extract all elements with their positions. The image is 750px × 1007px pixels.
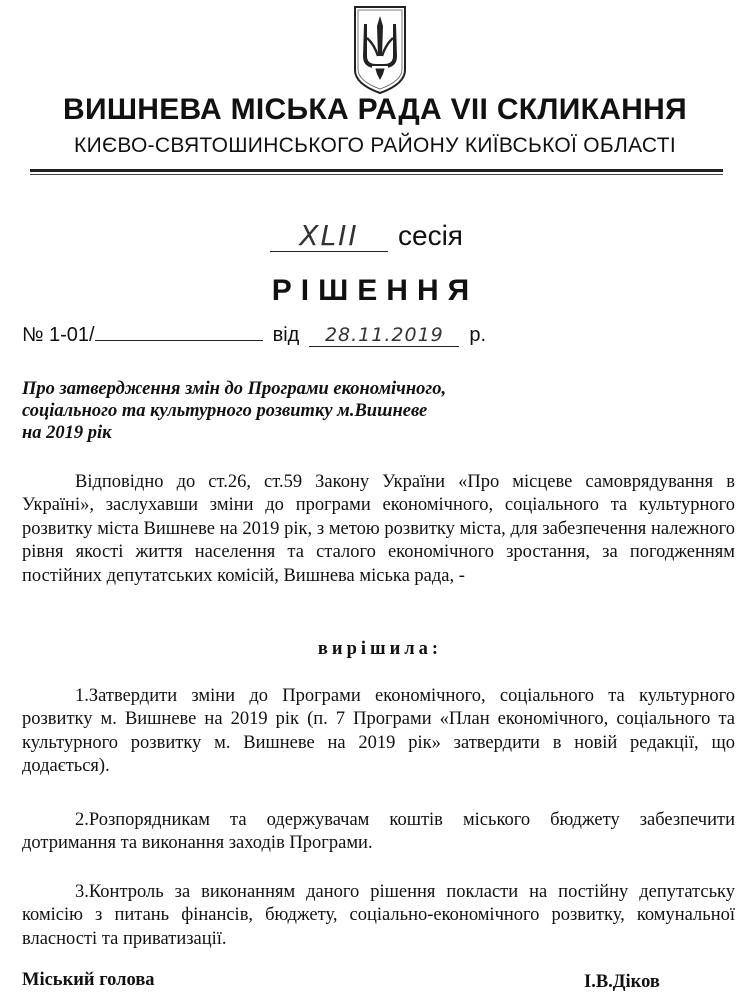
session-label: сесія [398,220,463,251]
session-number: XLII [270,221,388,252]
decision-date: 28.11.2019 [309,324,459,347]
resolution-item [22,881,735,951]
subject-line: на 2019 рік [22,423,112,443]
resolution-item [22,809,735,856]
preamble-paragraph [22,471,735,588]
preamble-text: Відповідно до ст.26, ст.59 Закону України «Про місцеве самоврядування в Україні», заслухавши зміни до програми економічного, соціального та культурного розвитку міста Вишневе на 2019 рік, з метою розвитку міста, для забезпечення належного рівня якості життя населення та сталого економічного зростання, за погодженням постійних депутатських комісій, Вишнева міська рада, - [22,472,735,586]
council-title: ВИШНЕВА МІСЬКА РАДА VII СКЛИКАННЯ [63,93,687,126]
header-divider [30,169,723,172]
header-divider-thin [30,174,723,175]
decision-subject [22,378,542,444]
decision-year-suffix: р. [469,324,487,346]
resolution-item-text: 2.Розпорядникам та одержувачам коштів міського бюджету забезпечити дотримання та виконання заходів Програми. [22,810,735,854]
resolved-heading: вирішила: [317,639,443,659]
council-district: КИЄВО-СВЯТОШИНСЬКОГО РАЙОНУ КИЇВСЬКОЇ ОБЛАСТІ [74,134,676,157]
resolution-item [22,685,735,779]
signature-name: І.В.Діков [584,972,660,992]
session-line [270,220,500,256]
resolution-item-text: 1.Затвердити зміни до Програми економічного, соціального та культурного розвитку м. Вишневе на 2019 рік (п. 7 Програми «План економічного, соціального та культурного розвитку м. Вишневе на 2019 рік» затвердити в новій редакції, що додається). [22,686,735,777]
decision-date-label: від [272,324,300,346]
trident-coat-of-arms-icon [352,4,408,96]
subject-line: Про затвердження змін до Програми економічного, [22,379,447,399]
subject-line: соціального та культурного розвитку м.Вишневе [22,401,428,421]
decision-number-line [22,322,542,352]
resolution-item-text: 3.Контроль за виконанням даного рішення покласти на постійну депутатську комісію з питань фінансів, бюджету, соціально-економічного розвитку, комунальної власності та приватизації. [22,882,735,949]
decision-number-prefix: № 1-01/ [22,324,95,346]
document-type: РІШЕННЯ [271,274,479,307]
decision-number-blank [95,322,263,341]
signature-title: Міський голова [22,970,155,990]
